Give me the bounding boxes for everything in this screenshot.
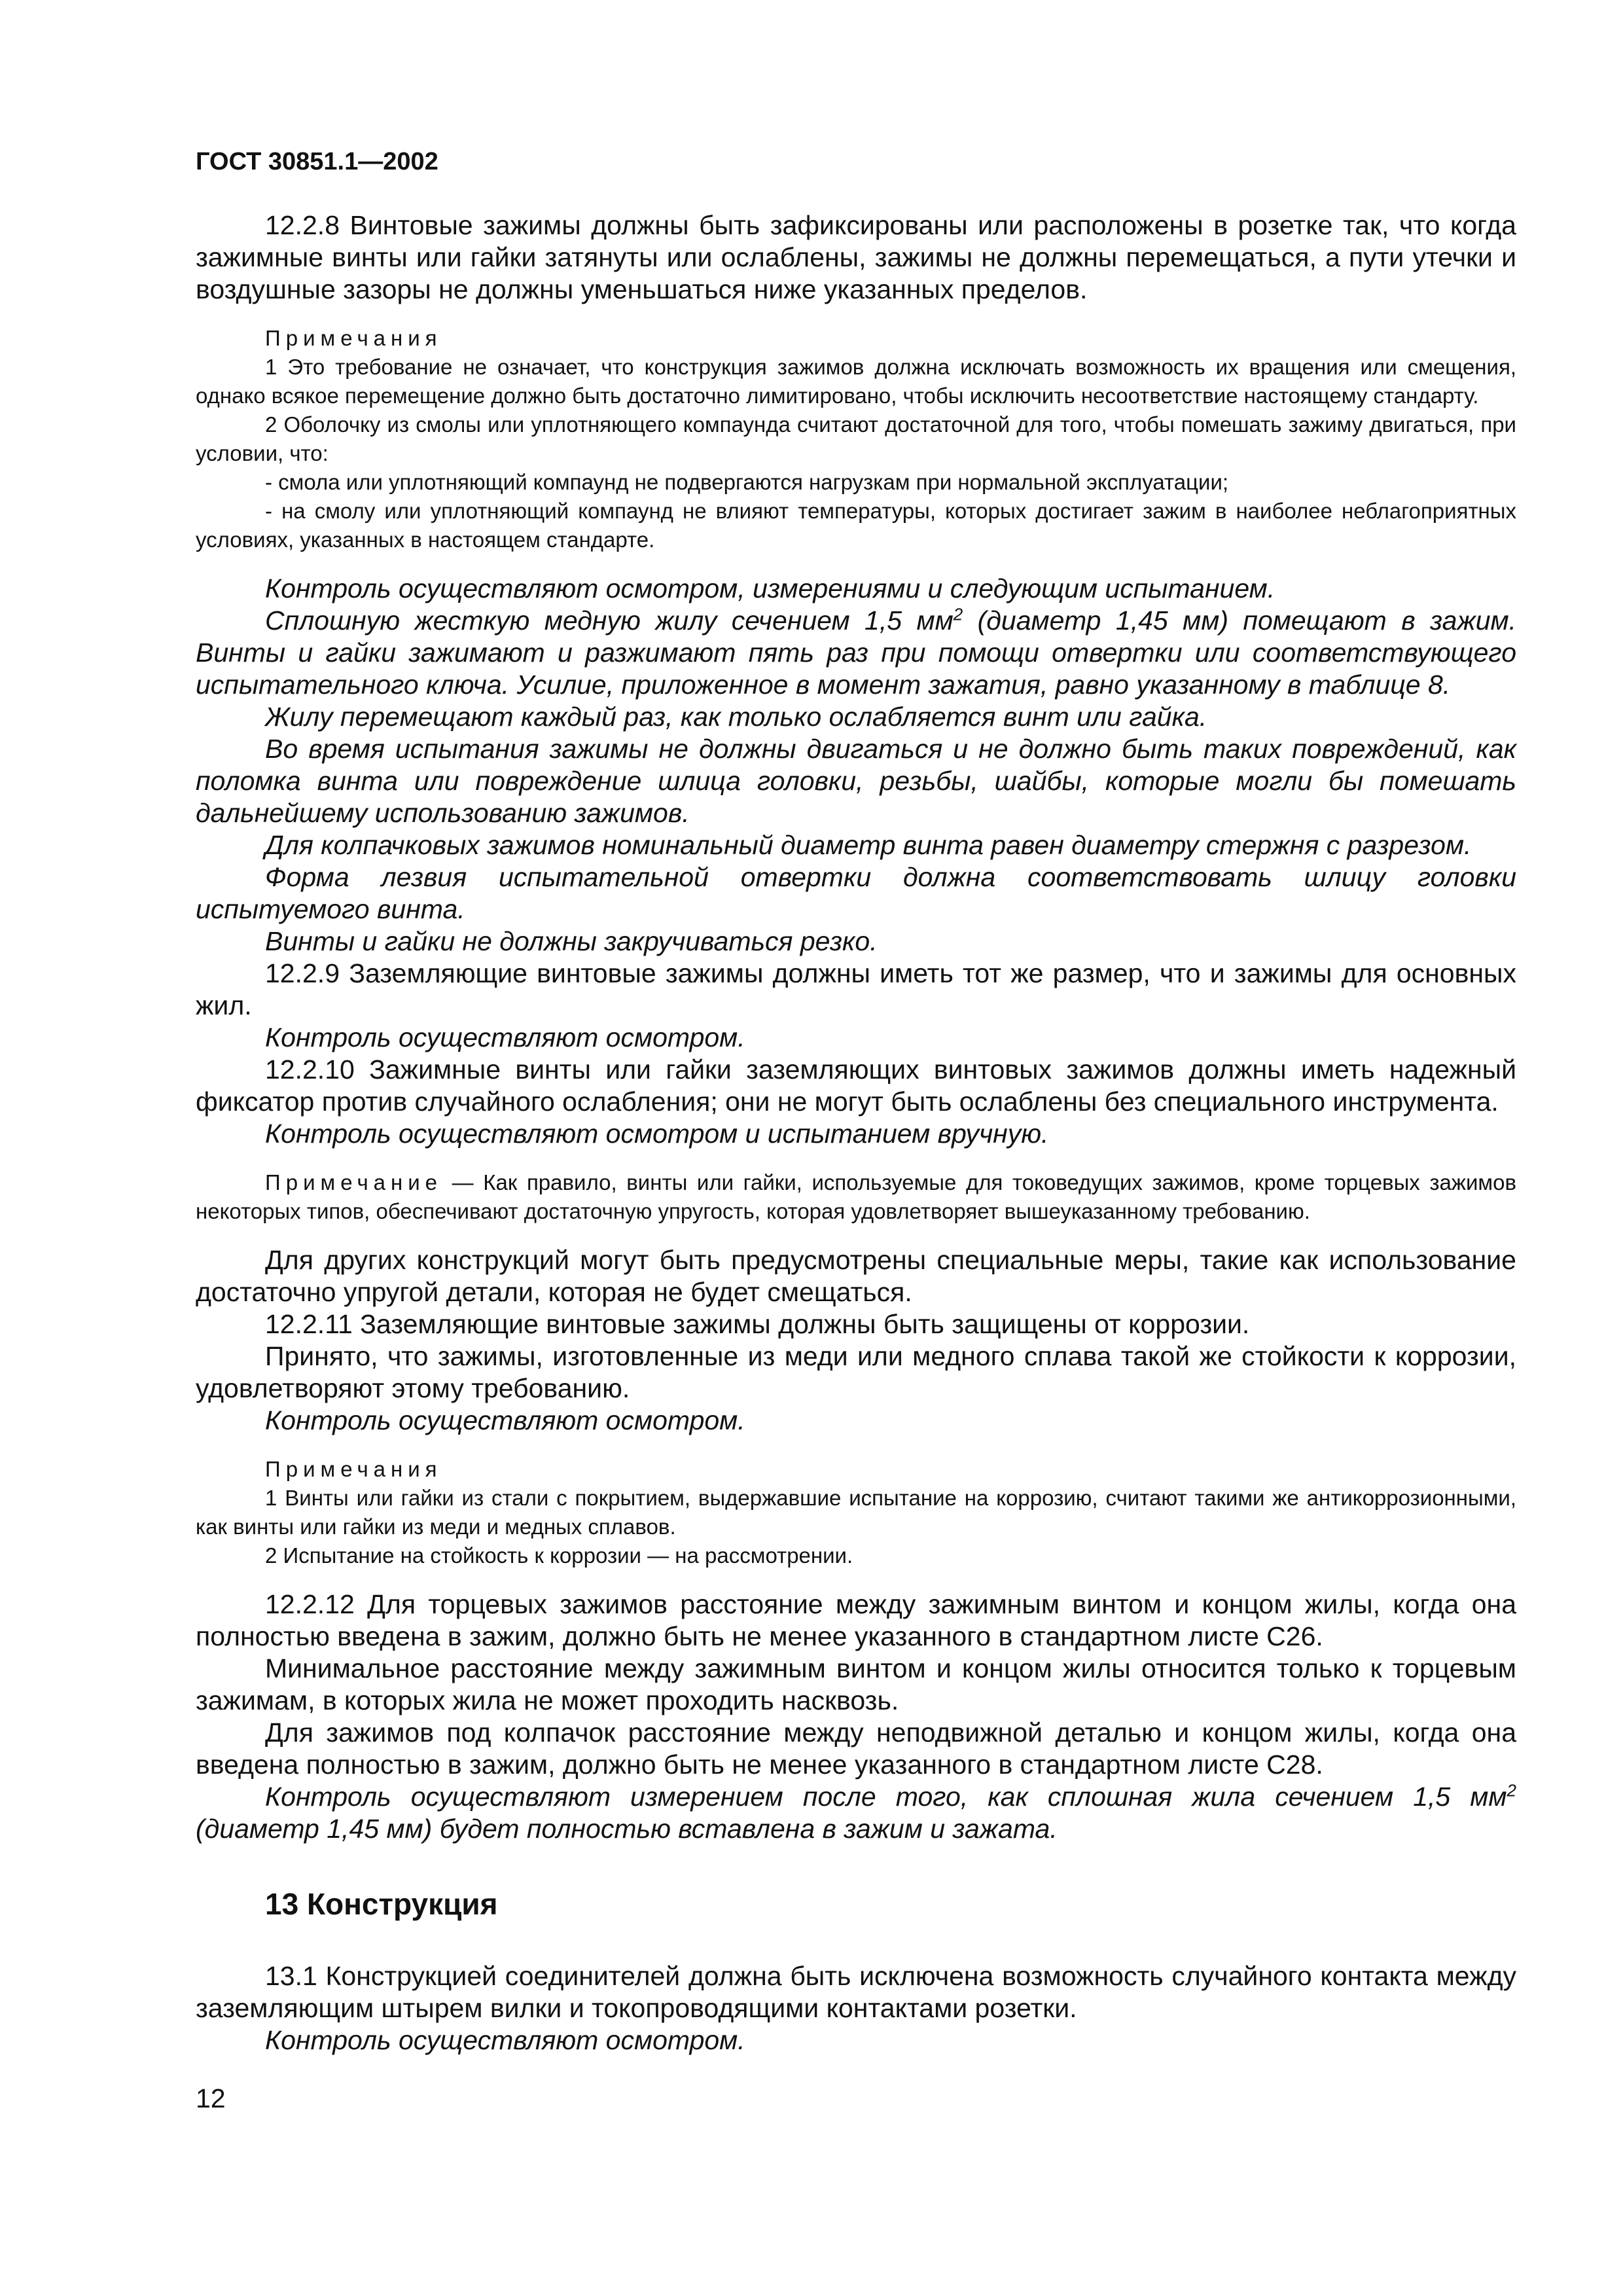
cap-terminal-text: Для колпачковых зажимов номинальный диаметр винта равен диаметру стержня с разрезом. bbox=[265, 830, 1472, 860]
test-step: Жилу перемещают каждый раз, как только ослабляется винт или гайка. bbox=[265, 702, 1207, 732]
screwdriver-text: Форма лезвия испытательной отвертки должна соответствовать шлицу головки испытуемого винта. bbox=[196, 862, 1516, 924]
cap-distance-text: Для зажимов под колпачок расстояние между неподвижной деталью и концом жилы, когда она введена полностью в зажим, должно быть не менее указанного в стандартном листе С28. bbox=[196, 1717, 1516, 1780]
min-distance-text: Минимальное расстояние между зажимным винтом и концом жилы относится только к торцевым зажимам, в которых жила не может проходить насквозь. bbox=[196, 1653, 1516, 1715]
test-procedure: Сплошную жесткую медную жилу сечением 1,5 $мм^2$ (диаметр 1,45 мм) помещают в зажим. Винты и гайки зажимают и разжимают пять раз при помощи отвертки или соответствующего испытательного ключа. Усилие, приложенное в момент зажатия, равно указанному в таблице 8. bbox=[196, 604, 1516, 700]
note-single: Примечание — Как правило, винты или гайки, используемые для токоведущих зажимов, кроме торцевых зажимов некоторых типов, обеспечивают достаточную упругость, которая удовлетворяет вышеуказанному требованию. bbox=[196, 1170, 1516, 1223]
note-1: 1 Это требование не означает, что конструкция зажимов должна исключать возможность их вращения или смещения, однако всякое перемещение должно быть достаточно лимитировано, чтобы исключить несоответствие настоящему стандарту. bbox=[196, 355, 1516, 408]
clause-12-2-9: 12.2.9 Заземляющие винтовые зажимы должны иметь тот же размер, что и зажимы для основных жил. bbox=[196, 958, 1516, 1020]
note-2: 2 Испытание на стойкость к коррозии — на рассмотрении. bbox=[265, 1543, 853, 1568]
notes-heading: Примечания bbox=[265, 326, 442, 350]
control-text: Контроль осуществляют осмотром. bbox=[265, 2025, 745, 2055]
page-body bbox=[196, 209, 1516, 2056]
notes-heading: Примечания bbox=[265, 1457, 442, 1481]
test-requirement: Во время испытания зажимы не должны двигаться и не должно быть таких повреждений, как поломка винта или повреждение шлица головки, резьбы, шайбы, которые могли бы помешать дальнейшему использованию зажимов. bbox=[196, 734, 1516, 828]
standard-header: ГОСТ 30851.1—2002 bbox=[196, 148, 438, 175]
clause-12-2-10: 12.2.10 Зажимные винты или гайки заземляющих винтовых зажимов должны иметь надежный фиксатор против случайного ослабления; они не могут быть ослаблены без специального инструмента. bbox=[196, 1054, 1516, 1117]
copper-text: Принято, что зажимы, изготовленные из меди или медного сплава такой же стойкости к коррозии, удовлетворяют этому требованию. bbox=[196, 1341, 1516, 1403]
clause-12-2-8: 12.2.8 Винтовые зажимы должны быть зафиксированы или расположены в розетке так, что когда зажимные винты или гайки затянуты или ослаблены, зажимы не должны перемещаться, а пути утечки и воздушные зазоры не должны уменьшаться ниже указанных пределов. bbox=[196, 210, 1516, 304]
control-measurement-text: Контроль осуществляют измерением после того, как сплошная жила сечением 1,5 $мм^2$ (диаметр 1,45 мм) будет полностью вставлена в зажим и зажата. bbox=[196, 1780, 1516, 1844]
clause-12-2-11: 12.2.11 Заземляющие винтовые зажимы должны быть защищены от коррозии. bbox=[265, 1309, 1250, 1339]
note-2: 2 Оболочку из смолы или уплотняющего компаунда считают достаточной для того, чтобы помешать зажиму двигаться, при условии, что: bbox=[196, 412, 1516, 465]
tightening-text: Винты и гайки не должны закручиваться резко. bbox=[265, 926, 878, 956]
clause-13-1: 13.1 Конструкцией соединителей должна быть исключена возможность случайного контакта между заземляющим штырем вилки и токопроводящими контактами розетки. bbox=[196, 1961, 1516, 2023]
control-text: Контроль осуществляют осмотром. bbox=[265, 1022, 745, 1052]
note-1: 1 Винты или гайки из стали с покрытием, выдержавшие испытание на коррозию, считают такими же антикоррозионными, как винты или гайки из меди и медных сплавов. bbox=[196, 1486, 1516, 1539]
clause-12-2-12: 12.2.12 Для торцевых зажимов расстояние между зажимным винтом и концом жилы, когда она полностью введена в зажим, должно быть не менее указанного в стандартном листе С26. bbox=[196, 1589, 1516, 1651]
note-2-dash-2: - на смолу или уплотняющий компаунд не влияют температуры, которых достигает зажим в наиболее неблагоприятных условиях, указанных в настоящем стандарте. bbox=[196, 499, 1516, 552]
control-text: Контроль осуществляют осмотром. bbox=[265, 1405, 745, 1435]
other-designs-text: Для других конструкций могут быть предусмотрены специальные меры, такие как использование достаточно упругой детали, которая не будет смещаться. bbox=[196, 1245, 1516, 1307]
control-text: Контроль осуществляют осмотром и испытанием вручную. bbox=[265, 1119, 1049, 1149]
control-text: Контроль осуществляют осмотром, измерениями и следующим испытанием. bbox=[265, 573, 1275, 603]
note-2-dash-1: - смола или уплотняющий компаунд не подвергаются нагрузкам при нормальной эксплуатации; bbox=[265, 470, 1229, 494]
page-number: 12 bbox=[196, 2083, 226, 2113]
section-heading: 13 Конструкция bbox=[265, 1887, 498, 1921]
